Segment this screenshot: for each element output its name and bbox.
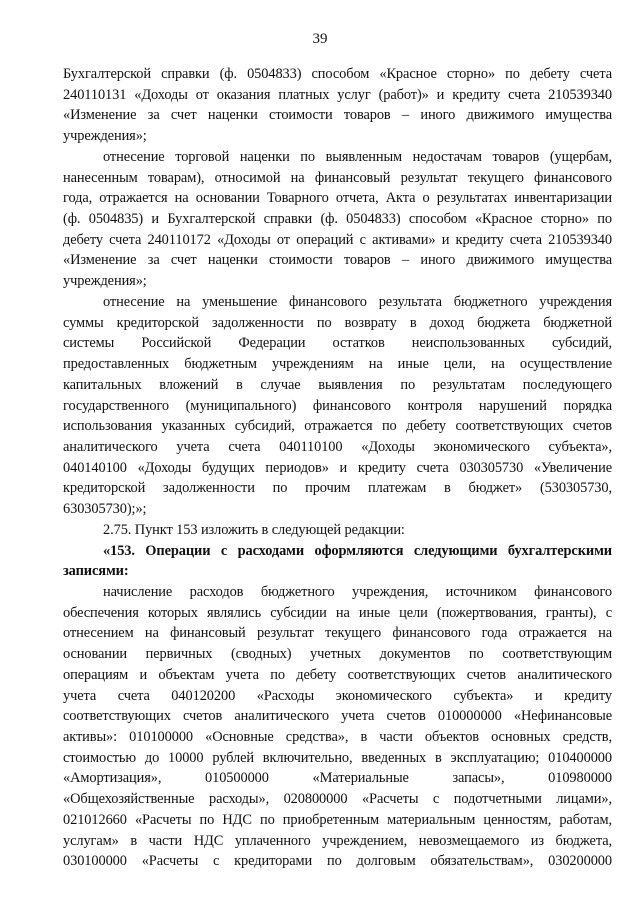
text-line: отнесение на уменьшение финансового результата бюджетного учреждения — [103, 293, 612, 310]
text-line: капитальных вложений в случае выявления по результатам последующего — [63, 376, 612, 393]
text-line: отнесение торговой наценки по выявленным недостачам товаров (ущербам, — [103, 148, 612, 165]
text-line: активы»: 010100000 «Основные средства», в части объектов основных средств, — [63, 729, 612, 745]
text-line: услугам» в части НДС уплаченного учреждением, невозмещаемого из бюджета, — [63, 832, 612, 849]
text-line: дебету счета 240110172 «Доходы от операций с активами» и кредиту счета 210539340 — [63, 231, 612, 248]
text-line: Бухгалтерской справки (ф. 0504833) способом «Красное сторно» по дебету счета — [63, 66, 612, 82]
text-line: основании первичных (сводных) учетных документов по соответствующим — [63, 646, 612, 663]
text-line: «Изменение за счет наценки стоимости товаров – иного движимого имущества — [63, 252, 612, 269]
text-line: предоставленных бюджетным учреждениям на иные цели, на осуществление — [63, 356, 612, 373]
text-line: операциям и объектам учета по дебету соответствующих счетов аналитического — [63, 666, 612, 683]
text-line: государственного (муниципального) финансового контроля нарушений порядка — [63, 397, 612, 414]
text-line: обеспечения которых являлись субсидии на иные цели (пожертвования, гранты), с — [63, 604, 612, 621]
text-line: начисление расходов бюджетного учреждения, источником финансового — [103, 583, 612, 600]
text-line: учета счета 040120200 «Расходы экономического субъекта» и кредиту — [63, 687, 612, 704]
text-line: года, отражается на основании Товарного отчета, Акта о результатах инвентаризации — [63, 190, 612, 207]
text-line: нанесенным товарам), относимой на финансовый результат текущего финансового — [63, 169, 612, 186]
text-line: использования указанных субсидий, отражается по дебету соответствующих счетов — [63, 418, 612, 435]
text-line: 021012660 «Расчеты по НДС по приобретенным материальным ценностям, работам, — [63, 811, 612, 828]
text-line: учреждения»; — [63, 128, 147, 145]
text-line: 240110131 «Доходы от оказания платных услуг (работ)» и кредиту счета 210539340 — [63, 86, 612, 103]
document-body — [63, 64, 612, 872]
text-line: «Амортизация», 010500000 «Материальные запасы», 010980000 — [63, 770, 612, 787]
text-line: системы Российской Федерации остатков неиспользованных субсидий, — [63, 335, 612, 352]
text-line: 630305730);»; — [63, 501, 147, 518]
page-number: 39 — [312, 31, 328, 47]
text-line: 030100000 «Расчеты с кредиторами по долговым обязательствам», 030200000 — [63, 853, 612, 870]
text-line: 040140100 «Доходы будущих периодов» и кредиту счета 030305730 «Увеличение — [63, 459, 612, 476]
text-line: отнесением на финансовый результат текущего финансового года отражается на — [63, 625, 612, 642]
text-line: 2.75. Пункт 153 изложить в следующей редакции: — [103, 521, 405, 538]
text-line: (ф. 0504835) и Бухгалтерской справки (ф. 0504833) способом «Красное сторно» по — [63, 211, 612, 228]
text-line: кредиторской задолженности по прочим платежам в бюджет» (530305730, — [63, 480, 612, 497]
text-line: суммы кредиторской задолженности по возврату в доход бюджета бюджетной — [63, 314, 612, 331]
text-line: «Общехозяйственные расходы», 020800000 «Расчеты с подотчетными лицами», — [63, 791, 612, 808]
text-line: стоимостью до 10000 рублей включительно, введенных в эксплуатацию; 010400000 — [63, 749, 612, 766]
text-line: учреждения»; — [63, 273, 147, 290]
text-line: соответствующих счетов аналитического учета счетов 010000000 «Нефинансовые — [63, 708, 612, 725]
text-line: «153. Операции с расходами оформляются следующими бухгалтерскими — [103, 542, 612, 559]
text-line: «Изменение за счет наценки стоимости товаров – иного движимого имущества — [63, 107, 612, 124]
text-line: записями: — [63, 563, 129, 580]
text-line: аналитического учета счета 040110100 «Доходы экономического субъекта», — [63, 438, 612, 455]
